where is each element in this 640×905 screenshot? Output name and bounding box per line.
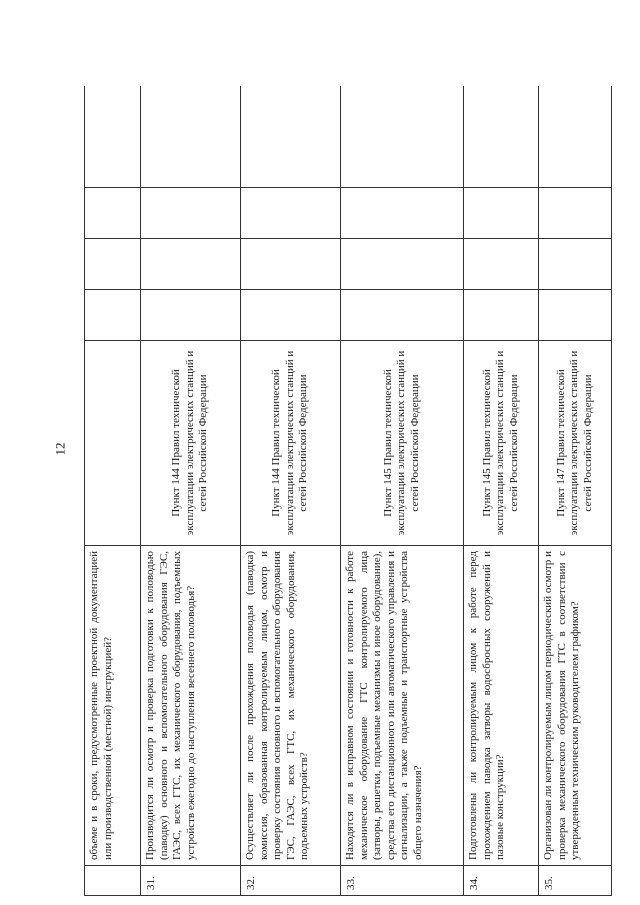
question-cell: Находятся ли в исправном состоянии и готовности к работе механическое оборудование ГТС контролируемого лица (затворы, решетки, подъемные механизмы и иное оборудование), средства его дистанционного или автоматического управления и сигнализации, а также подъемные и транспортные устройства общего назначения? <box>341 546 464 866</box>
question-cell: объеме и в сроки, предусмотренные проектной документацией или производственной (местной) инструкцией? <box>85 546 141 866</box>
question-cell: Организован ли контролируемым лицом периодический осмотр и проверка механического оборудования ГТС в соответствии с утвержденным техническим руководителем графиком? <box>539 546 612 866</box>
page-number: 12 <box>52 442 68 456</box>
question-cell: Производится ли осмотр и проверка подготовки к половодью (паводку) основного и вспомогательного оборудования ГЭС, ГАЭС, всех ГТС, их механического оборудования, подъемных устройств ежегодно до наступления весеннего половодья? <box>141 546 241 866</box>
table-row <box>141 86 241 896</box>
question-cell: Осуществляет ли после прохождения половодья (паводка) комиссия, образованная контролируемым лицом, осмотр и проверку состояния основного и вспомогательного оборудования ГЭС, ГАЭС, всех ГТС, их механического оборудования, подъемных устройств? <box>241 546 341 866</box>
reference-cell <box>85 341 141 546</box>
table-row <box>539 86 612 896</box>
answer-na-cell <box>341 188 464 239</box>
answer-na-cell <box>85 188 141 239</box>
note-cell <box>241 86 341 188</box>
checklist-table <box>84 86 612 896</box>
reference-cell: Пункт 144 Правил технической эксплуатации электрических станций и сетей Российской Федерации <box>141 341 241 546</box>
note-cell <box>85 86 141 188</box>
table-row <box>341 86 464 896</box>
row-number: 35. <box>539 866 612 896</box>
note-cell <box>539 86 612 188</box>
question-cell: Подготовлены ли контролируемым лицом к работе перед прохождением паводка затворы водосбросных сооружений и пазовые конструкции? <box>464 546 539 866</box>
answer-na-cell <box>141 188 241 239</box>
checklist-sheet <box>84 86 612 896</box>
table-row <box>464 86 539 896</box>
reference-cell: Пункт 145 Правил технической эксплуатации электрических станций и сетей Российской Федерации <box>464 341 539 546</box>
reference-cell: Пункт 144 Правил технической эксплуатации электрических станций и сетей Российской Федерации <box>241 341 341 546</box>
answer-no-cell <box>241 239 341 290</box>
row-number: 34. <box>464 866 539 896</box>
table-row <box>241 86 341 896</box>
table-row <box>85 86 141 896</box>
answer-no-cell <box>141 239 241 290</box>
answer-no-cell <box>85 239 141 290</box>
reference-cell: Пункт 147 Правил технической эксплуатации электрических станций и сетей Российской Федерации <box>539 341 612 546</box>
answer-yes-cell <box>464 290 539 341</box>
row-number <box>85 866 141 896</box>
note-cell <box>141 86 241 188</box>
answer-na-cell <box>539 188 612 239</box>
reference-cell: Пункт 145 Правил технической эксплуатации электрических станций и сетей Российской Федерации <box>341 341 464 546</box>
answer-no-cell <box>539 239 612 290</box>
answer-na-cell <box>464 188 539 239</box>
note-cell <box>341 86 464 188</box>
answer-yes-cell <box>341 290 464 341</box>
table-viewport <box>84 86 612 896</box>
answer-yes-cell <box>539 290 612 341</box>
note-cell <box>464 86 539 188</box>
answer-yes-cell <box>141 290 241 341</box>
answer-yes-cell <box>241 290 341 341</box>
answer-no-cell <box>341 239 464 290</box>
row-number: 31. <box>141 866 241 896</box>
answer-na-cell <box>241 188 341 239</box>
row-number: 32. <box>241 866 341 896</box>
row-number: 33. <box>341 866 464 896</box>
answer-no-cell <box>464 239 539 290</box>
answer-yes-cell <box>85 290 141 341</box>
